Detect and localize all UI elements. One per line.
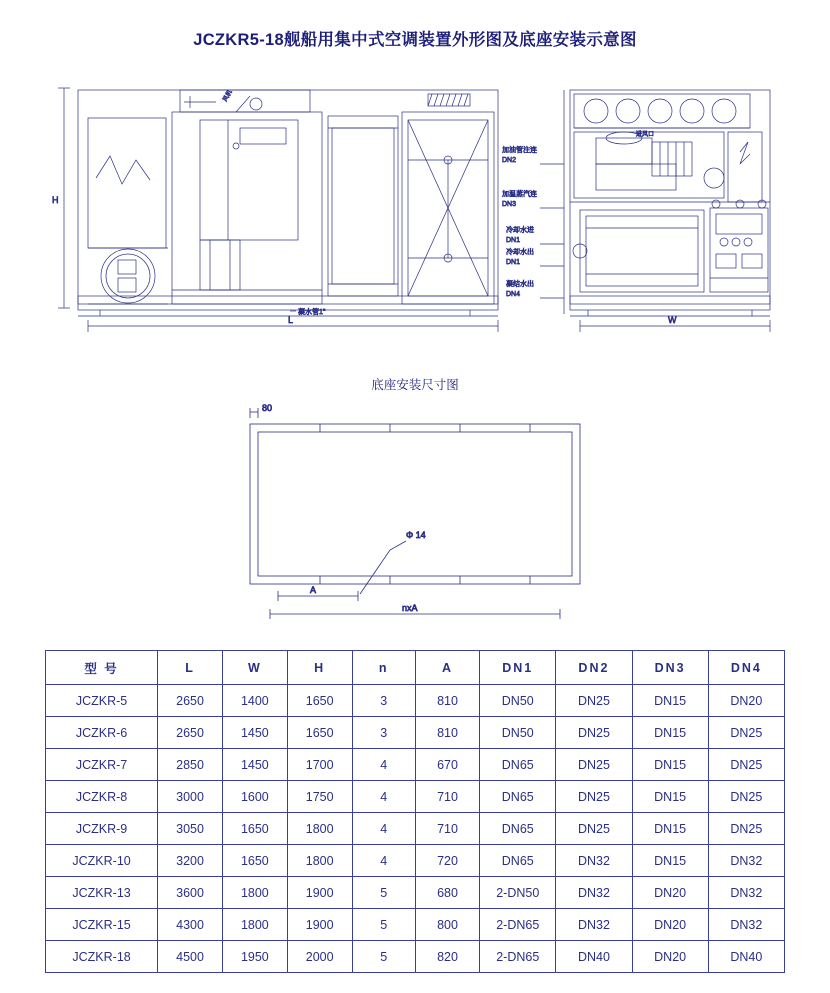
cell-dn2: DN32	[556, 845, 632, 877]
cell-dn1: 2-DN50	[480, 877, 556, 909]
cell-dn1: DN65	[480, 749, 556, 781]
svg-text:DN1: DN1	[506, 259, 521, 266]
svg-text:进风口: 进风口	[636, 132, 655, 138]
cell-a: 680	[415, 877, 479, 909]
cell-w: 1650	[222, 813, 287, 845]
cell-n: 4	[352, 813, 415, 845]
cell-dn4: DN20	[708, 685, 784, 717]
svg-text:凝结水出: 凝结水出	[506, 281, 534, 288]
cell-w: 1450	[222, 749, 287, 781]
cell-h: 1650	[287, 717, 352, 749]
table-row	[46, 781, 785, 813]
cell-dn2: DN25	[556, 685, 632, 717]
th-dn4: DN4	[708, 651, 784, 685]
cell-dn4: DN25	[708, 749, 784, 781]
cell-h: 1900	[287, 909, 352, 941]
cell-a: 720	[415, 845, 479, 877]
cell-a: 810	[415, 685, 479, 717]
cell-model: JCZKR-15	[46, 909, 158, 941]
cell-dn3: DN15	[632, 749, 708, 781]
svg-text:冷却水出: 冷却水出	[506, 249, 534, 256]
cell-h: 1700	[287, 749, 352, 781]
cell-dn1: 2-DN65	[480, 909, 556, 941]
cell-h: 1800	[287, 845, 352, 877]
cell-dn1: DN65	[480, 781, 556, 813]
cell-n: 5	[352, 909, 415, 941]
cell-dn3: DN15	[632, 717, 708, 749]
th-w: W	[222, 651, 287, 685]
cell-l: 4500	[158, 941, 223, 973]
th-n: n	[352, 651, 415, 685]
dim-nxa-label: nxA	[402, 603, 418, 613]
cell-n: 5	[352, 941, 415, 973]
cell-model: JCZKR-8	[46, 781, 158, 813]
cell-a: 710	[415, 813, 479, 845]
drain-note: 凝水管1"	[298, 309, 326, 316]
cell-l: 4300	[158, 909, 223, 941]
cell-dn3: DN20	[632, 877, 708, 909]
cell-a: 820	[415, 941, 479, 973]
base-mounting-dimension-drawing	[210, 398, 630, 628]
cell-n: 4	[352, 845, 415, 877]
cell-model: JCZKR-6	[46, 717, 158, 749]
table-row	[46, 877, 785, 909]
th-model: 型 号	[46, 651, 158, 685]
cell-w: 1650	[222, 845, 287, 877]
cell-model: JCZKR-5	[46, 685, 158, 717]
cell-model: JCZKR-13	[46, 877, 158, 909]
cell-dn3: DN15	[632, 781, 708, 813]
cell-n: 4	[352, 749, 415, 781]
cell-n: 3	[352, 685, 415, 717]
table-row	[46, 845, 785, 877]
cell-dn4: DN32	[708, 909, 784, 941]
cell-dn3: DN15	[632, 813, 708, 845]
svg-text:DN1: DN1	[506, 237, 521, 244]
cell-dn4: DN40	[708, 941, 784, 973]
cell-w: 1450	[222, 717, 287, 749]
cell-h: 1750	[287, 781, 352, 813]
cell-w: 1400	[222, 685, 287, 717]
cell-a: 710	[415, 781, 479, 813]
cell-n: 4	[352, 781, 415, 813]
th-dn2: DN2	[556, 651, 632, 685]
cell-a: 670	[415, 749, 479, 781]
cell-dn3: DN15	[632, 685, 708, 717]
cell-dn1: DN65	[480, 813, 556, 845]
specification-table	[45, 650, 785, 973]
cell-w: 1800	[222, 877, 287, 909]
table-row	[46, 685, 785, 717]
cell-dn1: DN50	[480, 685, 556, 717]
cell-dn2: DN25	[556, 749, 632, 781]
cell-model: JCZKR-18	[46, 941, 158, 973]
cell-dn4: DN25	[708, 781, 784, 813]
cell-a: 800	[415, 909, 479, 941]
cell-w: 1600	[222, 781, 287, 813]
dim-w-label: W	[668, 315, 677, 325]
dim-a-label: A	[310, 585, 317, 595]
table-header-row	[46, 651, 785, 685]
cell-model: JCZKR-9	[46, 813, 158, 845]
svg-text:风机: 风机	[222, 89, 234, 103]
cell-model: JCZKR-10	[46, 845, 158, 877]
cell-l: 3600	[158, 877, 223, 909]
svg-text:加油管注连: 加油管注连	[502, 147, 537, 154]
cell-l: 2850	[158, 749, 223, 781]
cell-h: 2000	[287, 941, 352, 973]
cell-h: 1800	[287, 813, 352, 845]
th-l: L	[158, 651, 223, 685]
svg-text:加温蒸汽连: 加温蒸汽连	[502, 191, 537, 198]
table-row	[46, 909, 785, 941]
svg-text:DN3: DN3	[502, 201, 517, 208]
equipment-outline-drawing	[40, 68, 800, 333]
cell-model: JCZKR-7	[46, 749, 158, 781]
cell-w: 1950	[222, 941, 287, 973]
cell-l: 2650	[158, 717, 223, 749]
page-title: JCZKR5-18舰船用集中式空调装置外形图及底座安装示意图	[193, 31, 637, 49]
table-row	[46, 813, 785, 845]
cell-w: 1800	[222, 909, 287, 941]
cell-dn3: DN20	[632, 941, 708, 973]
th-a: A	[415, 651, 479, 685]
cell-l: 3200	[158, 845, 223, 877]
callout-group	[502, 145, 564, 298]
table-row	[46, 749, 785, 781]
cell-dn2: DN32	[556, 909, 632, 941]
svg-text:冷却水进: 冷却水进	[506, 227, 534, 234]
cell-dn1: 2-DN65	[480, 941, 556, 973]
th-dn1: DN1	[480, 651, 556, 685]
cell-dn2: DN32	[556, 877, 632, 909]
cell-l: 2650	[158, 685, 223, 717]
svg-text:DN2: DN2	[502, 157, 517, 164]
cell-h: 1650	[287, 685, 352, 717]
cell-a: 810	[415, 717, 479, 749]
dim-l-label: L	[288, 315, 294, 325]
cell-l: 3050	[158, 813, 223, 845]
cell-dn2: DN40	[556, 941, 632, 973]
dim-80-label: 80	[262, 403, 273, 413]
cell-dn2: DN25	[556, 781, 632, 813]
cell-dn1: DN65	[480, 845, 556, 877]
table-row	[46, 717, 785, 749]
cell-dn4: DN32	[708, 877, 784, 909]
cell-n: 5	[352, 877, 415, 909]
base-drawing-title: 底座安装尺寸图	[371, 378, 459, 392]
cell-h: 1900	[287, 877, 352, 909]
cell-l: 3000	[158, 781, 223, 813]
th-h: H	[287, 651, 352, 685]
cell-dn4: DN25	[708, 813, 784, 845]
cell-dn2: DN25	[556, 813, 632, 845]
cell-dn3: DN20	[632, 909, 708, 941]
th-dn3: DN3	[632, 651, 708, 685]
cell-dn1: DN50	[480, 717, 556, 749]
cell-dn4: DN32	[708, 845, 784, 877]
dim-h-label: H	[52, 195, 59, 205]
table-row	[46, 941, 785, 973]
cell-dn3: DN15	[632, 845, 708, 877]
cell-dn2: DN25	[556, 717, 632, 749]
hole-diameter-label: Φ 14	[406, 530, 426, 540]
cell-dn4: DN25	[708, 717, 784, 749]
svg-text:DN4: DN4	[506, 291, 521, 298]
cell-n: 3	[352, 717, 415, 749]
